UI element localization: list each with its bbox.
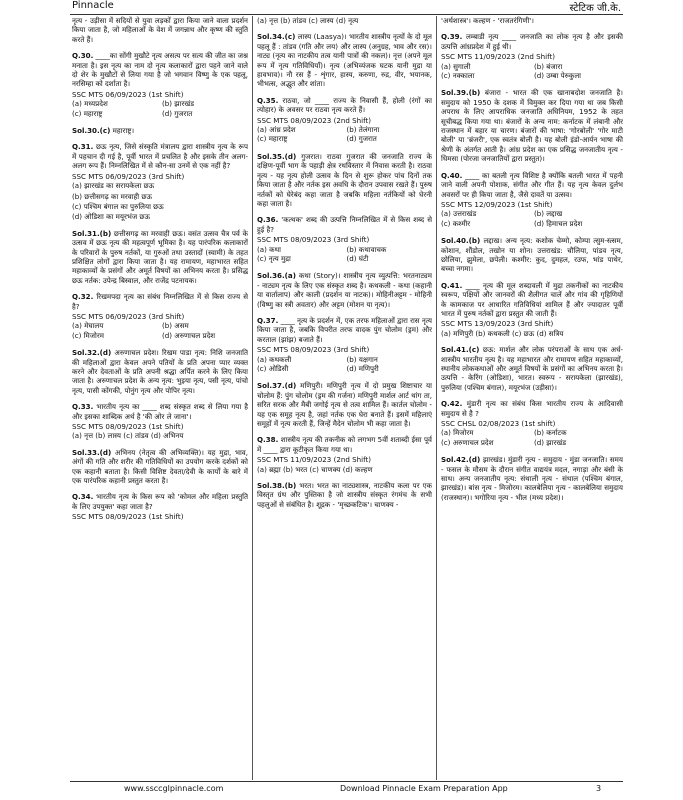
option-d: (d) गुजरात [346,134,377,144]
option-a: (a) सुगाली [441,61,471,71]
option-b: (b) कथावाचक [346,244,387,254]
option-a: (a) मध्यप्रदेश [72,99,108,109]
column-divider [436,16,437,780]
option-b: (b) तेलंगाना [346,125,380,135]
question-text: (b) छत्तीसगढ़ का मरवाही छऊ [72,191,152,201]
question-text: Q.37. ____ नृत्य के प्रदर्शन में, एक तरफ महिलाओं द्वारा रास नृत्य किया जाता है, जबकि विपरीत तरफ वादक पुंग चोलोम (ड्रम) और करताल (झांझ) बजाते हैं। [257,315,432,344]
exam-reference: SSC CHSL 02/08/2023 (1st shift) [441,419,556,429]
option-c: (c) महाराष्ट्र [257,134,288,144]
question-text: Q.38. शास्त्रीय नृत्य की तकनीक को लगभग 5वीं शताब्दी ईसा पूर्व में ____ द्वारा कूटीकृत किया गया था। [257,435,432,454]
solution-text: Sol.32.(d) अरुणाचल प्रदेश। रिखम पाडा नृत्य: निशि जनजाति की महिलाओं द्वारा केवल अपने पतियों के प्रति अपना प्यार व्यक्त करने और देवताओं के प्रति अपनी श्रद्धा अर्पित करने के लिए किया जाता है। अरुणाचल प्रदेश के अन्य नृत्य: भुइया नृत्य, पसी नृत्य, पांचो नृत्य, पासी कोंगकी, पोनुंग नृत्य और पोपिर नृत्य। [72,348,248,395]
question-text: Q.41. ____ नृत्य की मूल शब्दावली में मुद्रा तकनीकों का नाटकीय स्वरूप, पक्षियों और जानवरों की शैलीगत चालें और गांव की गृहिणियों के कामकाज पर आधारित गतिविधियां शामिल हैं और ज्यादातर पूर्वी भारत में पुरुष नर्तकों द्वारा प्रस्तुत की जाती हैं। [441,280,623,318]
option-a: (a) मेघालय [72,321,104,331]
exam-reference: SSC MTS 11/09/2023 (2nd Shift) [257,455,371,465]
options-grid [257,125,432,144]
solution-text: Sol.41.(c) छऊ: मार्शल और लोक परंपराओं के साथ एक अर्ध-शास्त्रीय भारतीय नृत्य है। यह महाभारत और रामायण सहित महाकाव्यों, स्थानीय लोककथाओं और अमूर्त विषयों के प्रसंगों का अभिनय करता है। उत्पत्ति - केरिंग (ओडिशा), भारत। स्वरूप - सरायकेला (झारखंड), पुरुलिया (पश्चिम बंगाल), मयूरभंज (उड़ीसा)। [441,345,623,392]
exam-reference: SSC MTS 06/09/2023 (3rd Shift) [72,171,185,181]
solution-text: Sol.36.(a) कथा (Story)। शास्त्रीय नृत्य व्युत्पत्ति: भरतनाट्यम - नाट्यम नृत्य के लिए एक संस्कृत शब्द है। कथकली - कथा (कहानी या वार्तालाप) और काली (प्रदर्शन या नाटक)। मोहिनीअट्टम - मोहिनी (विष्णु का स्त्री अवतार) और अट्टम (मोशन या नृत्य)। [257,271,432,309]
question-text: Q.35. राठवा, जो ____ राज्य के निवासी हैं, होली (रंगों का त्योहार) के अवसर पर राठवा नृत्य करते हैं। [257,95,432,115]
options-grid [441,428,623,447]
option-b: (b) बंजारा [534,61,563,71]
question-text: नृत्य - उड़ीसा में सदियों से युवा लड़कों द्वारा किया जाने वाला प्रदर्शन किया जाता है, जो महिलाओं के वेश में जगन्नाथ और कृष्ण की स्तुति करते हैं। [72,16,248,44]
options-grid [72,321,248,340]
option-a: (a) मिजोरम [441,428,474,438]
column-divider [252,16,253,780]
option-d: (d) उम्बा पेरुकुला [534,71,581,81]
options-grid [72,99,248,118]
footer-divider [70,781,623,782]
option-d: (d) घंटी [346,253,369,263]
option-a: (a) उत्तराखंड [441,209,477,219]
solution-text: Sol.40.(b) लद्दाख। अन्य नृत्य: कशोक चेम्मो, कोम्पा त्सुम-स्त्सम, कोशान, शौंडोल, तखोन या शोन। उत्तराखंड: चौलिया, पांडव नृत्य, छोलिया, झुमेला, छपेली। कश्मीर: कुद, दुमहल, रउफ, भांड पाथेर, बच्चा नगमा। [441,236,623,274]
solution-text: Sol.34.(c) लास्य (Laasya)। भारतीय शास्त्रीय नृत्यों के दो मूल पहलू हैं : तांडव (गति और लय) और लास्य (अनुग्रह, भाव और रस)। नाट्य (नृत्य का नाटकीय तत्व यानी पात्रों की नकल)। नृत्त (अपने मूल रूप में नृत्य गतिविधियाँ)। नृत्य (अभिव्यंजक घटक यानी मुद्रा या हावभाव)। नौ रस हैं - शृंगार, हास्य, करुणा, रुद्र, वीर, भयानक, भीभत्स, अद्भुत और शांता। [257,32,432,89]
question-text: (a) झारखंड का सरायकेला छऊ [72,181,155,191]
option-d: (d) मणिपुरी [346,364,379,373]
options-grid [257,355,432,374]
option-b: (b) कर्नाटक [534,428,567,438]
question-text: Q.42. मुंडारी नृत्य का संबंध किस भारतीय राज्य के आदिवासी समुदाय से है ? [441,399,623,418]
question-text: Q.33. भारतीय नृत्य का ____ शब्द संस्कृत शब्द से लिया गया है और इसका शाब्दिक अर्थ है 'की ओर ले जाना'। [72,402,248,421]
question-text: Q.39. लम्बाडी नृत्य ____ जनजाति का लोक नृत्य है और इसकी उत्पत्ति आंध्रप्रदेश में हुई थी। [441,32,623,51]
question-text: Q.34. भारतीय नृत्य के किस रूप को 'कोमल और महिला प्रस्तुति के लिए उपयुक्त' कहा जाता है? [72,492,248,511]
question-text: Q.31. छऊ नृत्य, जिसे संस्कृति मंत्रालय द्वारा शास्त्रीय नृत्य के रूप में पहचान दी गई है, पूर्वी भारत में प्रचलित है और इसके तीन अलग-अलग रूप हैं। निम्नलिखित में से कौन-सा उनमें से एक नहीं है? [72,142,248,171]
question-text: (c) पश्चिम बंगाल का पुरुलिया छऊ [72,201,164,211]
exam-reference: SSC MTS 13/09/2023 (3rd Shift) [441,319,554,329]
header-subject: स्टेटिक जी.के. [569,3,621,14]
option-c: (c) ओडिसी [257,364,289,373]
option-a: (a) आंध्र प्रदेश [257,125,296,135]
option-c: (c) मिजोरम [72,330,105,340]
column-right [441,16,623,780]
solution-text: Sol.42.(d) झारखंड। मुंडारी नृत्य - समुदाय - मुंडा जनजाति। समय - फसल के मौसम के दौरान संगीत वाद्ययंत्र मदल, नगाड़ा और बंसी के साथ। अन्य जनजातीय नृत्य: संथाली नृत्य - संथाल (पश्चिम बंगाल, झारखंड)। बांस नृत्य - मिजोरम। कालबेलिया नृत्य - कालबेलिया समुदाय (राजस्थान)। भगोरिया नृत्य - भील (मध्य प्रदेश)। [441,455,623,502]
header-brand: Pinnacle [72,0,114,11]
exam-reference: SSC MTS 12/09/2023 (1st Shift) [441,199,553,209]
page-header [0,0,683,14]
question-text: Q.36. 'कत्थक' शब्द की उत्पत्ति निम्नलिखित में से किस शब्द से हुई है? [257,215,432,234]
option-d: (d) गुजरात [162,108,193,118]
exam-reference: SSC MTS 06/09/2023 (3rd Shift) [72,311,185,321]
question-text: (a) नृत्त (b) तांडव (c) लास्य (d) नृत्य [257,16,359,25]
header-divider [70,14,623,15]
question-text: 'अर्थशास्त्र'। कल्हण - 'राजतरंगिणी'। [441,16,534,25]
option-b: (b) झारखंड [162,99,194,109]
question-text: (a) नृत्त (b) लास्य (c) तांडव (d) अभिनय [72,431,184,441]
footer-website-link[interactable]: www.ssccglpinnacle.com [124,784,224,793]
option-d: (d) झारखंड [534,437,566,447]
solution-text: Sol.31.(b) छत्तीसगढ़ का मरवाही छऊ। वसंत उत्सव चैत्र पर्व के उत्सव में छऊ नृत्य की महत्वपूर्ण भूमिका है। यह पारंपरिक कलाकारों के परिवारों के पुरुष नर्तकों, या गुरुओं तथा उस्तादों (स्वामी) के तहत प्रशिक्षित लोगों द्वारा किया जाता है। यह रामायण, महाभारत सहित महाकाव्यों के प्रसंगों और अमूर्त विषयों का अभिनय करता है। प्रसिद्ध छऊ नर्तक: उपेन्द्र बिस्वाल, और राजेंद्र पटनायक। [72,228,248,285]
solution-text: Sol.35.(d) गुजरात। राठवा गुजरात की जनजाति राज्य के दक्षिण-पूर्वी भाग के पहाड़ी क्षेत्र रथविस्तार में निवास करती है। राठवा नृत्य - यह नृत्य होली उत्सव के दिन से शुरू होकर पांच दिनों तक किया जाता है और नर्तक इस अवधि के दौरान उपवास रखते हैं। पुरुष नर्तकों को घेरेबंद कहा जाता है जबकि महिला नर्तकियों को घेरनी कहा जाता है। [257,151,432,208]
option-c: (c) नृत्य मुद्रा [257,253,291,263]
option-a: (a) कथकली [257,354,292,364]
solution-text: Sol.30.(c) महाराष्ट्र। [72,126,135,136]
question-text: Q.30. ____का सोंगी मुखौटे नृत्य असत्य पर सत्य की जीत का जश्न मनाता है। इस नृत्य का नाम दो नृत्य कलाकारों द्वारा पहने जाने वाले दो शेर के मुखौटों से लिया गया है जो भगवान विष्णु के एक पहलू, नरसिम्हा को दर्शाता है। [72,51,248,89]
exam-reference: SSC MTS 08/09/2023 (2nd Shift) [257,115,371,125]
option-c: (c) अरुणाचल प्रदेश [441,437,494,447]
column-middle [257,16,432,780]
option-b: (b) यक्षगान [346,354,378,364]
solution-text: Sol.33.(d) अभिनय (नेतृत्व की अभिव्यक्ति)। यह मुद्रा, भाव, अंगों की गति और शरीर की गतिविधियों का उपयोग करके दर्शकों को एक कहानी बताता है। किसी विशिष्ट देवता/देवी के कार्यों के बारे में एक पारंपरिक कहानी प्रस्तुत करता है। [72,447,248,486]
option-c: (c) महाराष्ट्र [72,108,103,118]
question-text: (a) ब्रह्मा (b) भरत (c) चाणक्य (d) कल्हण [257,464,373,474]
column-left [72,16,248,780]
page-number: 3 [596,784,602,793]
exam-reference: SSC MTS 11/09/2023 (2nd Shift) [441,52,555,62]
question-text: (d) ओडिशा का मयूरभंज छऊ [72,212,150,222]
solution-text: Sol.38.(b) भरत। भरत का नाट्यशास्त्र, नाटकीय कला पर एक विस्तृत ग्रंथ और पुस्तिका है जो शास्त्रीय संस्कृत रंगमंच के सभी पहलुओं से संबंधित है। शूद्रक - 'मृच्छकटिक'। चाणक्य - [257,481,432,509]
exam-reference: SSC MTS 08/09/2023 (1st Shift) [72,422,184,432]
option-c: (c) कश्मीर [441,218,471,228]
options-grid [441,62,623,81]
option-c: (c) नक्काला [441,71,475,81]
option-b: (b) लद्दाख [534,209,563,219]
exam-reference: SSC MTS 08/09/2023 (3rd Shift) [257,235,370,245]
solution-text: Sol.37.(d) मणिपुरी। मणिपुरी नृत्य में दो प्रमुख शिष्टाचार या चोलोम हैं: पुंग चोलोम (ड्रम की गर्जना) मणिपुरी मार्शल आर्ट थांग ता, सरित सरक और मैबी जगोई नृत्य से तत्व शामिल हैं। कार्तल चोलोम - यह एक समूह नृत्य है, जहां नर्तक एक घेरा बनाते हैं। इसमें महिलाएं समूहों में नृत्य करती हैं, जिन्हें मैदेन चोलोम भी कहा जाता है। [257,381,432,429]
footer-app-link[interactable]: Download Pinnacle Exam Preparation App [340,784,508,793]
question-text: Q.40. ____ का बतली नृत्य विशिष्ट है क्योंकि बतली भारत में पहनी जाने वाली अपनी पोशाक, संगीत और गीत हैं। यह नृत्य केवल दुर्लभ अवसरों पर ही किया जाता है, जैसे दावतें या उत्सव। [441,170,623,199]
options-grid [257,245,432,264]
question-text: (a) मणिपुरी (b) कथकली (c) छऊ (d) सत्रिय [441,328,564,338]
question-text: Q.32. रिखमपदा नृत्य का संबंध निम्नलिखित में से किस राज्य से है? [72,292,248,311]
exam-reference: SSC MTS 06/09/2023 (1st Shift) [72,89,184,99]
page-footer [0,784,683,798]
exam-reference: SSC MTS 08/09/2023 (3rd Shift) [257,345,370,355]
option-a: (a) कथा [257,244,281,254]
options-grid [441,209,623,228]
solution-text: Sol.39.(b) बंजारा - भारत की एक खानाबदोश जनजाति है। समुदाय को 1950 के दशक में विमुक्त कर दिया गया था जब किसी अपराध के लिए आपराधिक जनजाति अधिनियम, 1952 के तहत सूचीबद्ध किया गया था। बंजारों के अन्य नाम: कर्नाटक में लंबानी और राजस्थान में बहार या चारण। बंजारों की भाषा: 'गोरबोली' 'गोर माटी बोली' या 'ब्रंजरी', एक स्वतंत्र बोली है। यह बोली इंडो-आर्यन भाषा की श्रेणी के अंतर्गत आती है। आंध्र प्रदेश का एक प्रसिद्ध जनजातीय नृत्य - धिमसा (पोरजा जनजातियों द्वारा प्रस्तुत)। [441,88,623,164]
option-d: (d) अरुणाचल प्रदेश [162,330,216,340]
option-d: (d) हिमाचल प्रदेश [534,218,583,228]
exam-reference: SSC MTS 08/09/2023 (1st Shift) [72,512,184,522]
option-b: (b) असम [162,321,189,331]
